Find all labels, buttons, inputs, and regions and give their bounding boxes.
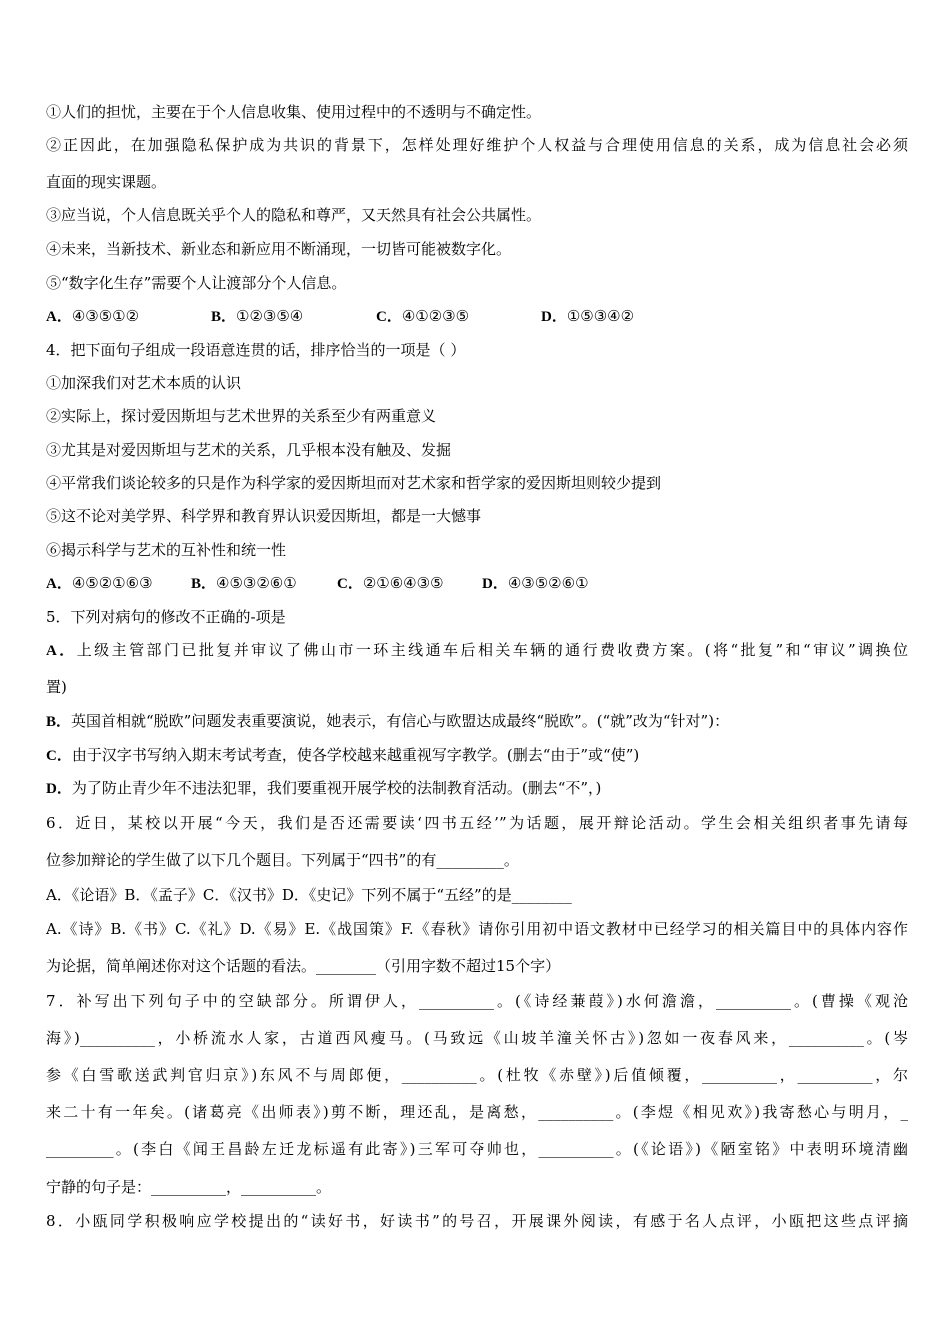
q7-line-6: 宁静的句子是：__________，__________。 bbox=[46, 1178, 332, 1196]
q7-line-1: 7．补写出下列句子中的空缺部分。所谓伊人，__________。(《诗经蒹葭》)水何澹澹，__________。(曹操《观沧 bbox=[46, 992, 908, 1010]
q4-option-c[interactable]: C．②①⑥④③⑤ bbox=[337, 574, 444, 592]
q6-line-4: A.《诗》B.《书》C.《礼》D.《易》E.《战国策》F.《春秋》请你引用初中语文教材中已经学习的相关篇目中的具体内容作 bbox=[46, 920, 908, 938]
q6-line-5: 为论据，简单阐述你对这个话题的看法。________（引用字数不超过15个字） bbox=[46, 957, 561, 975]
q7-line-4: 来二十有一年矣。(诸葛亮《出师表》)剪不断，理还乱，是离愁，__________。(李煜《相见欢》)我寄愁心与明月，_ bbox=[46, 1103, 908, 1121]
q5-stem: 5．下列对病句的修改不正确的-项是 bbox=[46, 608, 286, 626]
q7-line-3: 参《白雪歌送武判官归京》)东风不与周郎便，__________。(杜牧《赤壁》)后值倾覆，__________，__________，尔 bbox=[46, 1066, 908, 1084]
q4-sentence-4: ④平常我们谈论较多的只是作为科学家的爱因斯坦而对艺术家和哲学家的爱因斯坦则较少提到 bbox=[46, 474, 662, 492]
q3-sentence-3: ③应当说，个人信息既关乎个人的隐私和尊严，又天然具有社会公共属性。 bbox=[46, 206, 542, 224]
q3-sentence-4: ④未来，当新技术、新业态和新应用不断涌现，一切皆可能被数字化。 bbox=[46, 240, 512, 258]
q4-sentence-1: ①加深我们对艺术本质的认识 bbox=[46, 374, 242, 392]
q4-option-a[interactable]: A．④⑤②①⑥③ bbox=[46, 574, 153, 592]
q6-line-1: 6．近日，某校以开展“今天，我们是否还需要读‘四书五经’”为话题，展开辩论活动。学生会相关组织者事先请每 bbox=[46, 814, 908, 832]
q4-stem: 4．把下面句子组成一段语意连贯的话，排序恰当的一项是（ ） bbox=[46, 341, 466, 359]
q3-option-b[interactable]: B．①②③⑤④ bbox=[211, 307, 304, 325]
q4-sentence-6: ⑥揭示科学与艺术的互补性和统一性 bbox=[46, 541, 287, 559]
q6-line-2: 位参加辩论的学生做了以下几个题目。下列属于“四书”的有_________。 bbox=[46, 851, 519, 869]
q5-option-c[interactable]: C．由于汉字书写纳入期末考试考查，使各学校越来越重视写字教学。(删去“由于”或“使”) bbox=[46, 746, 640, 764]
q3-sentence-2: ②正因此，在加强隐私保护成为共识的背景下，怎样处理好维护个人权益与合理使用信息的关系，成为信息社会必须 bbox=[46, 136, 908, 154]
q3-option-c[interactable]: C．④①②③⑤ bbox=[376, 307, 470, 325]
q3-option-d[interactable]: D．①⑤③④② bbox=[541, 307, 635, 325]
q5-option-a-cont: 置) bbox=[46, 678, 67, 696]
q3-sentence-5: ⑤“数字化生存”需要个人让渡部分个人信息。 bbox=[46, 274, 347, 292]
q4-sentence-3: ③尤其是对爱因斯坦与艺术的关系，几乎根本没有触及、发掘 bbox=[46, 441, 452, 459]
q5-option-a[interactable]: A．上级主管部门已批复并审议了佛山市一环主线通车后相关车辆的通行费收费方案。(将“批复”和“审议”调换位 bbox=[46, 641, 909, 659]
q3-options bbox=[46, 306, 908, 327]
q4-sentence-5: ⑤这不论对美学界、科学界和教育界认识爱因斯坦，都是一大憾事 bbox=[46, 507, 482, 525]
q5-option-d[interactable]: D．为了防止青少年不违法犯罪，我们要重视开展学校的法制教育活动。(删去“不”，) bbox=[46, 779, 602, 797]
q4-option-b[interactable]: B．④⑤③②⑥① bbox=[191, 574, 297, 592]
q3-sentence-1: ①人们的担忧，主要在于个人信息收集、使用过程中的不透明与不确定性。 bbox=[46, 103, 542, 121]
q4-sentence-2: ②实际上，探讨爱因斯坦与艺术世界的关系至少有两重意义 bbox=[46, 407, 437, 425]
q5-option-b[interactable]: B．英国首相就“脱欧”问题发表重要演说，她表示，有信心与欧盟达成最终“脱欧”。(“就”改为“针对”)： bbox=[46, 712, 730, 730]
q8-line-1: 8．小瓯同学积极响应学校提出的“读好书，好读书”的号召，开展课外阅读，有感于名人点评，小瓯把这些点评摘 bbox=[46, 1212, 908, 1230]
q4-options bbox=[46, 573, 908, 594]
q7-line-2: 海》)__________，小桥流水人家，古道西风瘦马。(马致远《山坡羊潼关怀古》)忽如一夜春风来，__________。(岑 bbox=[46, 1029, 908, 1047]
q4-option-d[interactable]: D．④③⑤②⑥① bbox=[482, 574, 589, 592]
q3-sentence-2-cont: 直面的现实课题。 bbox=[46, 173, 167, 191]
q6-line-3: A．《论语》B．《孟子》C．《汉书》D．《史记》下列不属于“五经”的是________ bbox=[46, 886, 572, 904]
q7-line-5: _________。(李白《闻王昌龄左迁龙标遥有此寄》)三军可夺帅也，__________。(《论语》)《陋室铭》中表明环境清幽 bbox=[46, 1140, 908, 1158]
q3-option-a[interactable]: A．④③⑤①② bbox=[46, 307, 140, 325]
